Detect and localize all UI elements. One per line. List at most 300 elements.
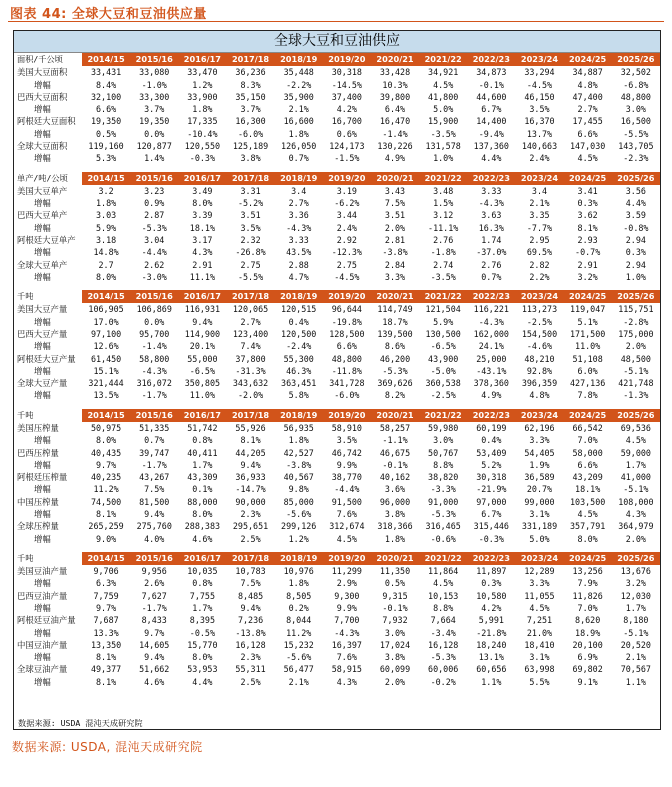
year-header: 2025/26 — [612, 53, 660, 66]
table-cell: 4.8% — [577, 79, 598, 90]
row-label: 巴西豆油产量 — [17, 590, 68, 601]
table-cell: 60,006 — [428, 664, 459, 675]
table-cell: 17.0% — [93, 316, 119, 327]
table-cell: -2.5% — [526, 316, 553, 327]
table-cell: 3.04 — [144, 234, 165, 245]
table-cell: -5.0% — [430, 365, 456, 376]
row-label: 美国大豆单产 — [17, 185, 68, 196]
growth-row — [14, 246, 660, 258]
table-cell: 37,800 — [235, 353, 266, 364]
table-cell: -11.1% — [428, 222, 459, 233]
table-cell: 21.0% — [526, 627, 553, 638]
row-label: 美国压榨量 — [17, 422, 59, 433]
table-cell: 2.74 — [433, 259, 454, 270]
table-cell: 3.8% — [240, 153, 261, 164]
table-cell: 2.5% — [240, 533, 261, 544]
table-cell: 41,800 — [428, 91, 459, 102]
table-cell: 5.8% — [288, 390, 309, 401]
table-cell: 8,505 — [286, 590, 312, 601]
table-cell: 2.7% — [288, 198, 309, 209]
table-cell: 4.5% — [529, 603, 550, 613]
table-cell: 11,350 — [379, 566, 411, 577]
table-cell: -3.5% — [430, 128, 456, 139]
row-label: 增幅 — [34, 222, 51, 233]
table-cell: -5.3% — [382, 365, 408, 376]
table-cell: 69,536 — [620, 422, 651, 433]
row-label: 增幅 — [34, 627, 51, 638]
table-cell: 88,000 — [187, 496, 218, 507]
metric-row — [14, 91, 660, 103]
metric-row — [14, 66, 660, 78]
table-cell: 4.6% — [192, 533, 213, 544]
table-cell: 175,000 — [618, 328, 654, 339]
row-label: 增幅 — [34, 459, 51, 470]
growth-row — [14, 627, 660, 639]
metric-row — [14, 353, 660, 365]
data-table-frame — [13, 30, 661, 730]
table-cell: 8.0% — [95, 435, 117, 446]
table-cell: 35,150 — [235, 91, 266, 102]
table-cell: 123,400 — [232, 328, 269, 339]
table-cell: 9.4% — [240, 459, 261, 470]
table-cell: 18,240 — [476, 639, 507, 650]
year-header: 2023/24 — [515, 53, 563, 66]
table-cell: -0.3% — [189, 153, 215, 164]
table-cell: -12.3% — [331, 247, 362, 258]
table-cell: 51,662 — [139, 664, 170, 675]
table-cell: 7,759 — [93, 590, 119, 601]
table-cell: 11,826 — [572, 590, 603, 601]
table-cell: 11,299 — [331, 566, 362, 577]
table-cell: -3.5% — [430, 271, 456, 282]
table-cell: 9.4% — [144, 652, 165, 663]
table-cell: 10,783 — [235, 566, 266, 577]
table-cell: 3.51 — [384, 210, 406, 221]
table-cell: 1.1% — [625, 676, 646, 687]
table-cell: -2.3% — [623, 153, 649, 164]
row-label: 巴西大豆产量 — [17, 328, 68, 339]
row-label: 全球豆油产量 — [17, 664, 68, 675]
growth-row — [14, 197, 660, 209]
table-cell: 3.7% — [144, 104, 165, 115]
table-cell: -1.5% — [334, 153, 360, 164]
table-cell: 4.4% — [481, 153, 502, 164]
table-cell: 15,770 — [187, 639, 218, 650]
table-cell: 9.7% — [95, 603, 117, 613]
metric-row — [14, 447, 660, 459]
table-cell: -5.5% — [623, 128, 649, 139]
table-cell: 15,232 — [283, 639, 314, 650]
table-cell: 1.8% — [288, 578, 309, 589]
table-cell: 321,444 — [88, 378, 124, 389]
table-cell: 8.8% — [433, 459, 454, 470]
table-cell: 99,000 — [524, 496, 555, 507]
year-header: 2015/16 — [130, 409, 178, 422]
table-cell: 3.33 — [481, 185, 502, 196]
table-cell: -0.6% — [430, 533, 456, 544]
year-header: 2021/22 — [419, 172, 467, 185]
table-cell: 9.0% — [95, 533, 117, 544]
year-header: 2019/20 — [323, 552, 371, 565]
table-cell: 16,370 — [524, 116, 555, 127]
table-cell: 18.1% — [575, 484, 601, 495]
table-cell: 8,433 — [141, 615, 167, 626]
table-cell: 34,887 — [572, 67, 603, 78]
row-label: 中国豆油产量 — [17, 639, 68, 650]
table-cell: 15.1% — [93, 365, 119, 376]
table-cell: 0.3% — [577, 198, 598, 209]
table-cell: 20.1% — [189, 341, 215, 352]
table-cell: 2.95 — [529, 234, 550, 245]
table-source-note: 数据来源: USDA 混沌天成研究院 — [18, 718, 143, 728]
table-cell: 51,742 — [187, 422, 218, 433]
table-cell: 97,000 — [476, 496, 507, 507]
row-label: 增幅 — [34, 435, 51, 446]
table-cell: 2.0% — [625, 533, 646, 544]
growth-row — [14, 340, 660, 352]
table-cell: 70,567 — [620, 664, 651, 675]
table-cell: 33,080 — [139, 67, 170, 78]
table-cell: -7.7% — [526, 222, 553, 233]
row-label: 增幅 — [34, 128, 51, 139]
row-label: 巴西压榨量 — [17, 447, 59, 458]
table-cell: 295,651 — [232, 521, 269, 532]
year-header: 2020/21 — [371, 53, 419, 66]
table-cell: 13,350 — [90, 639, 122, 650]
year-header: 2019/20 — [323, 53, 371, 66]
year-header: 2014/15 — [82, 552, 130, 565]
table-cell: 3.7% — [240, 104, 261, 115]
table-cell: 96,000 — [379, 496, 411, 507]
table-cell: 4.5% — [433, 79, 454, 90]
table-cell: -2.8% — [623, 316, 649, 327]
table-cell: 357,791 — [569, 521, 606, 532]
table-cell: 125,189 — [232, 140, 269, 151]
table-cell: 13.1% — [478, 652, 504, 663]
row-label: 增幅 — [34, 676, 51, 687]
table-cell: 11,897 — [476, 566, 507, 577]
year-header: 2015/16 — [130, 172, 178, 185]
table-cell: 7.5% — [384, 198, 406, 209]
row-label: 增幅 — [34, 509, 51, 520]
table-cell: 50,767 — [428, 447, 459, 458]
table-cell: 0.2% — [288, 603, 309, 613]
table-cell: 396,359 — [521, 378, 558, 389]
table-cell: 9.7% — [144, 627, 165, 638]
table-cell: 6.9% — [577, 652, 598, 663]
table-cell: 3.03 — [95, 210, 117, 221]
metric-row — [14, 590, 660, 602]
table-cell: -4.6% — [526, 341, 553, 352]
table-cell: 2.81 — [384, 234, 406, 245]
table-cell: 8,044 — [286, 615, 312, 626]
table-cell: 106,869 — [136, 304, 172, 315]
year-header: 2020/21 — [371, 172, 419, 185]
table-cell: 59,980 — [428, 422, 459, 433]
table-cell: 6.7% — [481, 509, 502, 520]
growth-row — [14, 508, 660, 520]
table-cell: 4.9% — [384, 153, 406, 164]
year-header: 2017/18 — [226, 409, 274, 422]
table-cell: -5.1% — [623, 627, 649, 638]
year-header: 2021/22 — [419, 290, 467, 303]
year-header: 2020/21 — [371, 290, 419, 303]
year-header: 2018/19 — [275, 290, 323, 303]
table-cell: 11.1% — [189, 271, 215, 282]
table-cell: 14,605 — [139, 639, 170, 650]
table-cell: 8.2% — [384, 390, 406, 401]
year-header: 2024/25 — [564, 290, 612, 303]
year-header: 2015/16 — [130, 53, 178, 66]
table-cell: 120,877 — [136, 140, 172, 151]
table-cell: 8.8% — [433, 603, 454, 613]
table-cell: 427,136 — [569, 378, 606, 389]
metric-row — [14, 328, 660, 340]
year-header: 2015/16 — [130, 290, 178, 303]
table-cell: 4.2% — [481, 603, 502, 613]
table-cell: 8,620 — [575, 615, 601, 626]
table-cell: 2.92 — [336, 234, 357, 245]
unit-label: 面积/千公顷 — [14, 53, 82, 66]
growth-row — [14, 103, 660, 115]
year-header: 2018/19 — [275, 552, 323, 565]
row-label: 增幅 — [34, 365, 51, 376]
table-cell: -3.3% — [430, 484, 456, 495]
table-cell: 9.4% — [240, 603, 261, 613]
table-cell: 7.6% — [336, 652, 357, 663]
table-cell: 11.0% — [575, 341, 601, 352]
table-cell: 1.9% — [529, 459, 550, 470]
table-cell: -0.1% — [382, 459, 408, 470]
table-cell: 16,397 — [331, 639, 362, 650]
growth-row — [14, 602, 660, 614]
table-cell: 3.43 — [384, 185, 406, 196]
table-cell: 275,760 — [136, 521, 172, 532]
table-cell: 1.2% — [288, 533, 309, 544]
table-cell: 3.31 — [240, 185, 261, 196]
table-cell: 59,000 — [620, 447, 651, 458]
table-cell: -31.3% — [235, 365, 266, 376]
growth-row — [14, 533, 660, 545]
table-cell: 2.84 — [384, 259, 406, 270]
table-cell: -3.8% — [286, 459, 312, 470]
table-cell: -5.2% — [237, 198, 264, 209]
table-cell: 2.76 — [433, 234, 454, 245]
table-cell: 91,000 — [428, 496, 459, 507]
table-cell: -6.5% — [189, 365, 215, 376]
table-cell: -3.0% — [141, 271, 167, 282]
table-cell: 8.6% — [384, 341, 406, 352]
table-cell: 10,580 — [476, 590, 507, 601]
table-cell: 119,047 — [569, 304, 606, 315]
table-cell: 103,500 — [569, 496, 606, 507]
growth-row — [14, 651, 660, 663]
table-cell: 3.41 — [577, 185, 598, 196]
table-cell: -37.0% — [476, 247, 507, 258]
table-cell: 106,905 — [88, 304, 124, 315]
table-cell: 1.5% — [433, 198, 454, 209]
table-cell: 51,335 — [139, 422, 170, 433]
table-cell: 12,030 — [620, 590, 651, 601]
table-cell: 10,976 — [283, 566, 314, 577]
year-header: 2021/22 — [419, 409, 467, 422]
table-cell: 55,000 — [187, 353, 218, 364]
year-header: 2019/20 — [323, 172, 371, 185]
table-cell: -5.3% — [430, 652, 456, 663]
table-cell: 19,350 — [90, 116, 122, 127]
table-cell: -21.8% — [476, 627, 507, 638]
year-header: 2024/25 — [564, 53, 612, 66]
table-cell: 131,578 — [425, 140, 461, 151]
table-cell: 3.1% — [529, 509, 550, 520]
table-cell: 299,126 — [281, 521, 317, 532]
table-cell: 7,932 — [382, 615, 408, 626]
section-gap — [14, 283, 660, 290]
table-cell: -1.0% — [141, 79, 167, 90]
table-cell: 16.3% — [478, 222, 504, 233]
table-cell: -0.3% — [478, 533, 504, 544]
table-cell: 0.3% — [625, 247, 646, 258]
table-cell: 4.5% — [433, 578, 454, 589]
table-cell: 1.8% — [384, 533, 406, 544]
table-cell: 2.1% — [288, 676, 309, 687]
table-cell: 1.0% — [625, 271, 646, 282]
row-label: 美国大豆面积 — [17, 67, 68, 78]
table-cell: -0.1% — [382, 603, 408, 613]
table-cell: 58,257 — [379, 422, 411, 433]
table-cell: 10,153 — [428, 590, 459, 601]
table-cell: 53,409 — [476, 447, 507, 458]
table-cell: -1.7% — [141, 390, 167, 401]
table-cell: 91,500 — [331, 496, 362, 507]
table-cell: 139,500 — [377, 328, 413, 339]
figure-source-note: 数据来源: USDA, 混沌天成研究院 — [12, 740, 203, 754]
table-cell: 0.8% — [192, 435, 213, 446]
row-label: 增幅 — [34, 247, 51, 258]
table-cell: 5.0% — [433, 104, 454, 115]
table-cell: -1.4% — [141, 341, 167, 352]
table-cell: -2.4% — [286, 341, 312, 352]
table-cell: 8.1% — [577, 222, 598, 233]
table-cell: 2.1% — [529, 198, 550, 209]
table-cell: 140,663 — [521, 140, 558, 151]
table-cell: 2.9% — [336, 578, 357, 589]
table-cell: 96,644 — [331, 304, 362, 315]
table-cell: -5.1% — [623, 484, 649, 495]
table-cell: 316,465 — [425, 521, 461, 532]
table-cell: 2.0% — [384, 676, 406, 687]
year-header: 2024/25 — [564, 409, 612, 422]
table-cell: 2.32 — [240, 234, 261, 245]
table-cell: 16,128 — [428, 639, 459, 650]
table-cell: 7.8% — [577, 390, 598, 401]
table-cell: -19.8% — [331, 316, 362, 327]
table-cell: -4.3% — [141, 365, 167, 376]
table-cell: 2.4% — [529, 153, 550, 164]
row-label: 全球压榨量 — [17, 521, 59, 532]
table-cell: 5.0% — [529, 533, 550, 544]
table-cell: 40,567 — [283, 472, 314, 483]
table-cell: 315,446 — [473, 521, 509, 532]
section-gap — [14, 165, 660, 172]
table-cell: 55,311 — [235, 664, 266, 675]
table-cell: -4.4% — [141, 247, 167, 258]
table-cell: -4.3% — [478, 316, 504, 327]
section-header-row — [14, 409, 660, 422]
table-cell: 2.91 — [192, 259, 213, 270]
year-header: 2016/17 — [178, 552, 226, 565]
row-label: 增幅 — [34, 533, 51, 544]
table-cell: 7,251 — [526, 615, 553, 626]
year-header: 2014/15 — [82, 172, 130, 185]
table-cell: 9,300 — [334, 590, 360, 601]
table-cell: 34,873 — [476, 67, 507, 78]
table-cell: 74,500 — [90, 496, 122, 507]
table-cell: 16,470 — [379, 116, 411, 127]
table-cell: 130,226 — [377, 140, 413, 151]
table-cell: 10,035 — [187, 566, 218, 577]
table-cell: 1.8% — [192, 104, 213, 115]
table-cell: 1.74 — [481, 234, 502, 245]
year-header: 2023/24 — [515, 290, 563, 303]
table-cell: 54,405 — [524, 447, 555, 458]
table-cell: 19,350 — [139, 116, 170, 127]
table-cell: 1.8% — [288, 128, 309, 139]
section-gap — [14, 545, 660, 552]
table-cell: 343,632 — [232, 378, 269, 389]
table-cell: 143,705 — [618, 140, 654, 151]
table-cell: 7,700 — [334, 615, 360, 626]
table-cell: -6.2% — [334, 198, 360, 209]
table-cell: 9.7% — [95, 459, 117, 470]
table-cell: 265,259 — [88, 521, 124, 532]
table-cell: 16,500 — [620, 116, 651, 127]
table-cell: 9.4% — [144, 509, 165, 520]
table-cell: 2.1% — [625, 652, 646, 663]
table-cell: 331,189 — [521, 521, 558, 532]
table-cell: 126,050 — [281, 140, 317, 151]
table-cell: 43,309 — [187, 472, 218, 483]
table-cell: 56,477 — [283, 664, 314, 675]
table-cell: 17,455 — [572, 116, 603, 127]
table-cell: 2.93 — [577, 234, 598, 245]
table-cell: -0.2% — [430, 676, 456, 687]
table-cell: 46,742 — [331, 447, 362, 458]
table-cell: 33,300 — [139, 91, 170, 102]
table-cell: 121,504 — [425, 304, 461, 315]
row-label: 中国压榨量 — [17, 496, 59, 507]
table-cell: 9.9% — [336, 603, 357, 613]
table-cell: -1.7% — [141, 603, 167, 613]
metric-row — [14, 377, 660, 389]
year-header: 2016/17 — [178, 53, 226, 66]
row-label: 增幅 — [34, 484, 51, 495]
table-cell: 35,448 — [283, 67, 314, 78]
growth-row — [14, 128, 660, 140]
table-cell: 3.2 — [98, 185, 114, 196]
row-label: 增幅 — [34, 153, 51, 164]
year-header: 2022/23 — [467, 552, 515, 565]
table-cell: 114,900 — [184, 328, 221, 339]
section-gap — [14, 402, 660, 409]
table-cell: 1.7% — [625, 459, 646, 470]
table-cell: 147,030 — [569, 140, 606, 151]
row-label: 增幅 — [34, 341, 51, 352]
row-label: 增幅 — [34, 79, 51, 90]
growth-row — [14, 79, 660, 91]
table-cell: -5.3% — [141, 222, 167, 233]
table-cell: -1.7% — [141, 459, 167, 470]
